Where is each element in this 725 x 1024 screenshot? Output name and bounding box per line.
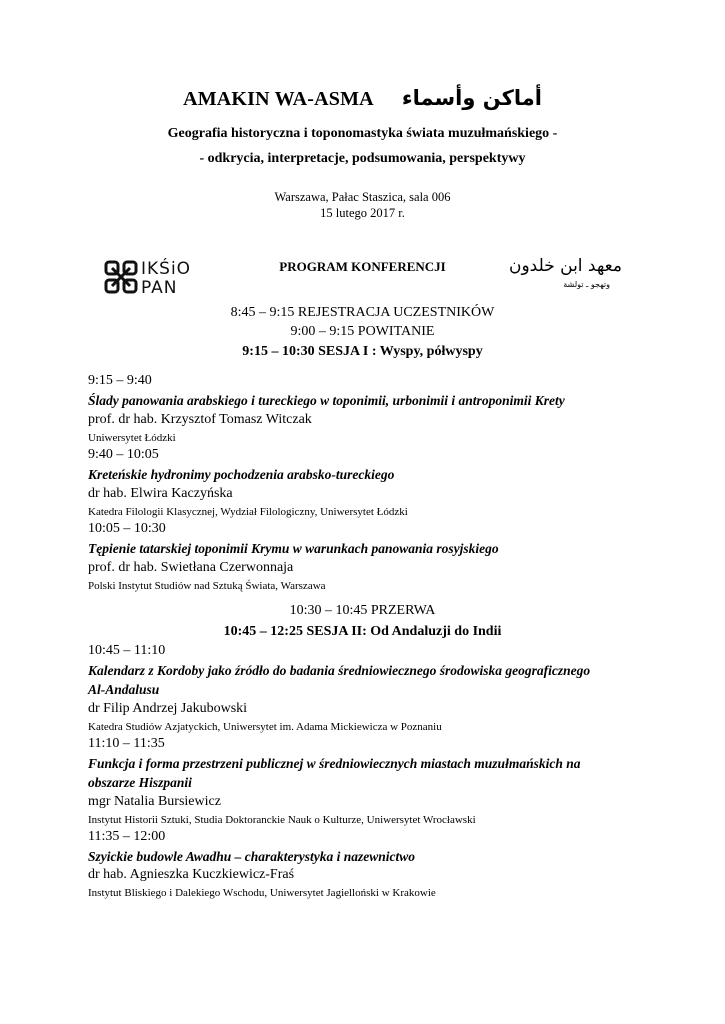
talk-time: 9:40 – 10:05 [88,447,159,462]
pan-logo-text: PAN [141,278,178,298]
talk-title: Kreteńskie hydronimy pochodzenia arabsko-tureckiego [88,467,395,482]
talk-time: 9:15 – 9:40 [88,373,152,388]
talk-affiliation: Katedra Studiów Azjatyckich, Uniwersytet im. Adama Mickiewicza w Poznaniu [88,721,442,733]
talk-affiliation: Instytut Historii Sztuki, Studia Doktoranckie Nauk o Kulturze, Uniwersytet Wrocławski [88,814,476,826]
talk-time: 11:10 – 11:35 [88,736,165,751]
session-1-heading: 9:15 – 10:30 SESJA I : Wyspy, półwyspy [242,344,483,359]
talk-speaker: prof. dr hab. Swietłana Czerwonnaja [88,560,294,575]
session-2-heading: 10:45 – 12:25 SESJA II: Od Andaluzji do Indii [223,624,502,639]
talk-speaker: dr Filip Andrzej Jakubowski [88,701,248,716]
event-date: 15 lutego 2017 r. [320,206,405,220]
title-latin: AMAKIN WA-ASMA [183,88,374,110]
talk-affiliation: Uniwersytet Łódzki [88,432,176,444]
venue: Warszawa, Pałac Staszica, sala 006 [274,190,451,204]
talk-affiliation: Katedra Filologii Klasycznej, Wydział Filologiczny, Uniwersytet Łódzki [88,506,408,518]
talk-title: Szyickie budowle Awadhu – charakterystyka i nazewnictwo [88,849,416,864]
arabic-logo-sub: وتهجو ـ تولشة [563,280,610,289]
talk-time: 10:45 – 11:10 [88,643,166,658]
iksio-logo-text: IKŚiO [141,259,192,279]
arabic-logo-main: معهد ابن خلدون [508,256,622,276]
talk-affiliation: Instytut Bliskiego i Dalekiego Wschodu, Uniwersytet Jagielloński w Krakowie [88,887,436,899]
welcome-line: 9:00 – 9:15 POWITANIE [290,324,435,339]
talk-title: Tępienie tatarskiej toponimii Krymu w warunkach panowania rosyjskiego [88,541,499,556]
talk-affiliation: Polski Instytut Studiów nad Sztuką Świata, Warszawa [88,580,326,592]
subtitle-line-1: Geografia historyczna i toponomastyka świata muzułmańskiego - [167,126,558,141]
subtitle-line-2: - odkrycia, interpretacje, podsumowania, perspektywy [199,151,526,166]
talk-title: Ślady panowania arabskiego i tureckiego w toponimii, urbonimii i antroponimii Krety [88,393,565,408]
talk-title-line-2: obszarze Hiszpanii [88,775,192,790]
program-title: PROGRAM KONFERENCJI [279,259,446,274]
talk-speaker: dr hab. Agnieszka Kuczkiewicz-Fraś [88,867,295,882]
talk-speaker: mgr Natalia Bursiewicz [88,794,221,809]
talk-speaker: dr hab. Elwira Kaczyńska [88,486,233,501]
break-line: 10:30 – 10:45 PRZERWA [289,603,436,618]
title-arabic: أماكن وأسماء [401,86,542,110]
talk-time: 11:35 – 12:00 [88,829,166,844]
talk-title-line-1: Funkcja i forma przestrzeni publicznej w średniowiecznych miastach muzułmańskich na [88,756,581,771]
talk-title-line-2: Al-Andalusu [88,682,160,697]
conference-title [0,86,725,111]
talk-time: 10:05 – 10:30 [88,521,166,536]
registration-line: 8:45 – 9:15 REJESTRACJA UCZESTNIKÓW [230,305,495,320]
ibn-khaldun-institute-logo [508,256,622,296]
talk-title-line-1: Kalendarz z Kordoby jako źródło do badania średniowiecznego środowiska geograficznego [88,663,591,678]
talk-speaker: prof. dr hab. Krzysztof Tomasz Witczak [88,412,312,427]
